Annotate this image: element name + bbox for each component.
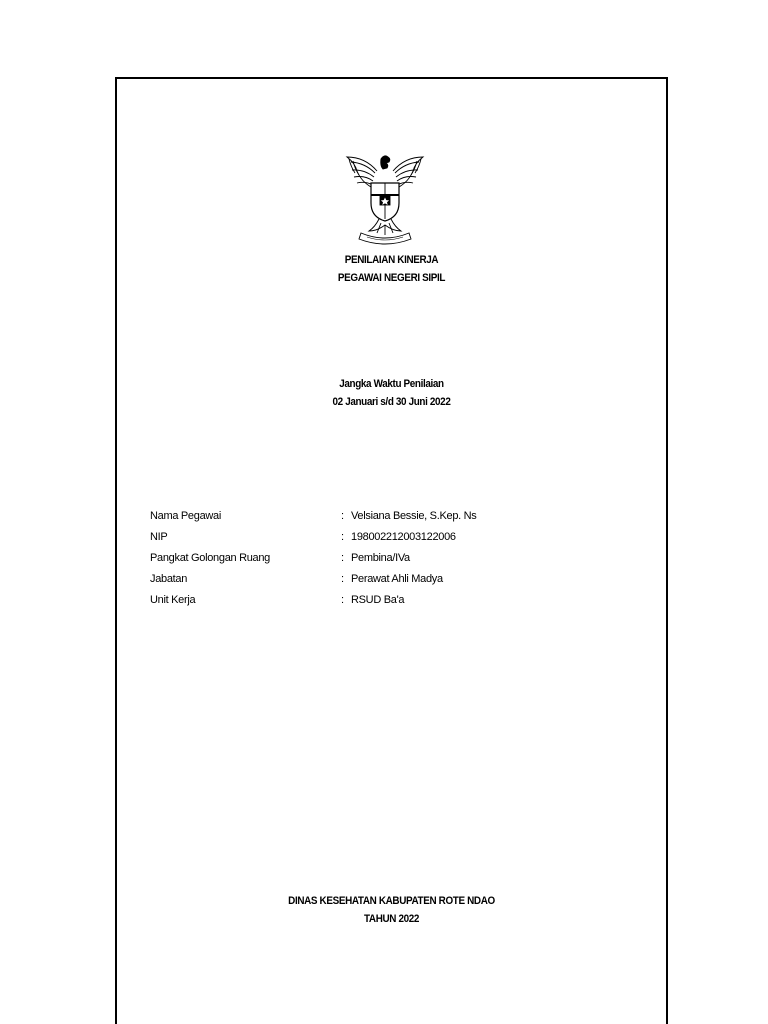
title-line-1: PENILAIAN KINERJA bbox=[344, 254, 439, 266]
info-value: Perawat Ahli Madya bbox=[351, 573, 443, 585]
info-separator: : bbox=[341, 573, 344, 585]
info-separator: : bbox=[341, 594, 344, 606]
info-separator: : bbox=[341, 552, 344, 564]
info-row-position bbox=[150, 569, 477, 590]
garuda-emblem-icon bbox=[343, 153, 427, 245]
info-row-name bbox=[150, 506, 477, 527]
assessment-period bbox=[143, 375, 641, 411]
info-row-nip bbox=[150, 527, 477, 548]
title-line-2: PEGAWAI NEGERI SIPIL bbox=[337, 272, 446, 284]
footer-line-2: TAHUN 2022 bbox=[363, 913, 420, 925]
period-label: Jangka Waktu Penilaian bbox=[339, 378, 444, 390]
info-label: Nama Pegawai bbox=[150, 510, 221, 522]
info-label: Unit Kerja bbox=[150, 594, 196, 606]
info-label: NIP bbox=[150, 531, 168, 543]
document-title bbox=[143, 251, 641, 287]
info-row-rank bbox=[150, 548, 477, 569]
info-separator: : bbox=[341, 510, 344, 522]
info-row-unit bbox=[150, 590, 477, 611]
info-value: Velsiana Bessie, S.Kep. Ns bbox=[351, 510, 477, 522]
employee-info-table bbox=[150, 506, 477, 611]
info-label: Pangkat Golongan Ruang bbox=[150, 552, 270, 564]
period-value: 02 Januari s/d 30 Juni 2022 bbox=[332, 396, 451, 408]
info-value: 198002212003122006 bbox=[351, 531, 456, 543]
info-label: Jabatan bbox=[150, 573, 188, 585]
footer-line-1: DINAS KESEHATAN KABUPATEN ROTE NDAO bbox=[288, 895, 495, 907]
document-footer bbox=[143, 892, 641, 928]
info-separator: : bbox=[341, 531, 344, 543]
info-value: Pembina/IVa bbox=[351, 552, 410, 564]
info-value: RSUD Ba'a bbox=[351, 594, 405, 606]
